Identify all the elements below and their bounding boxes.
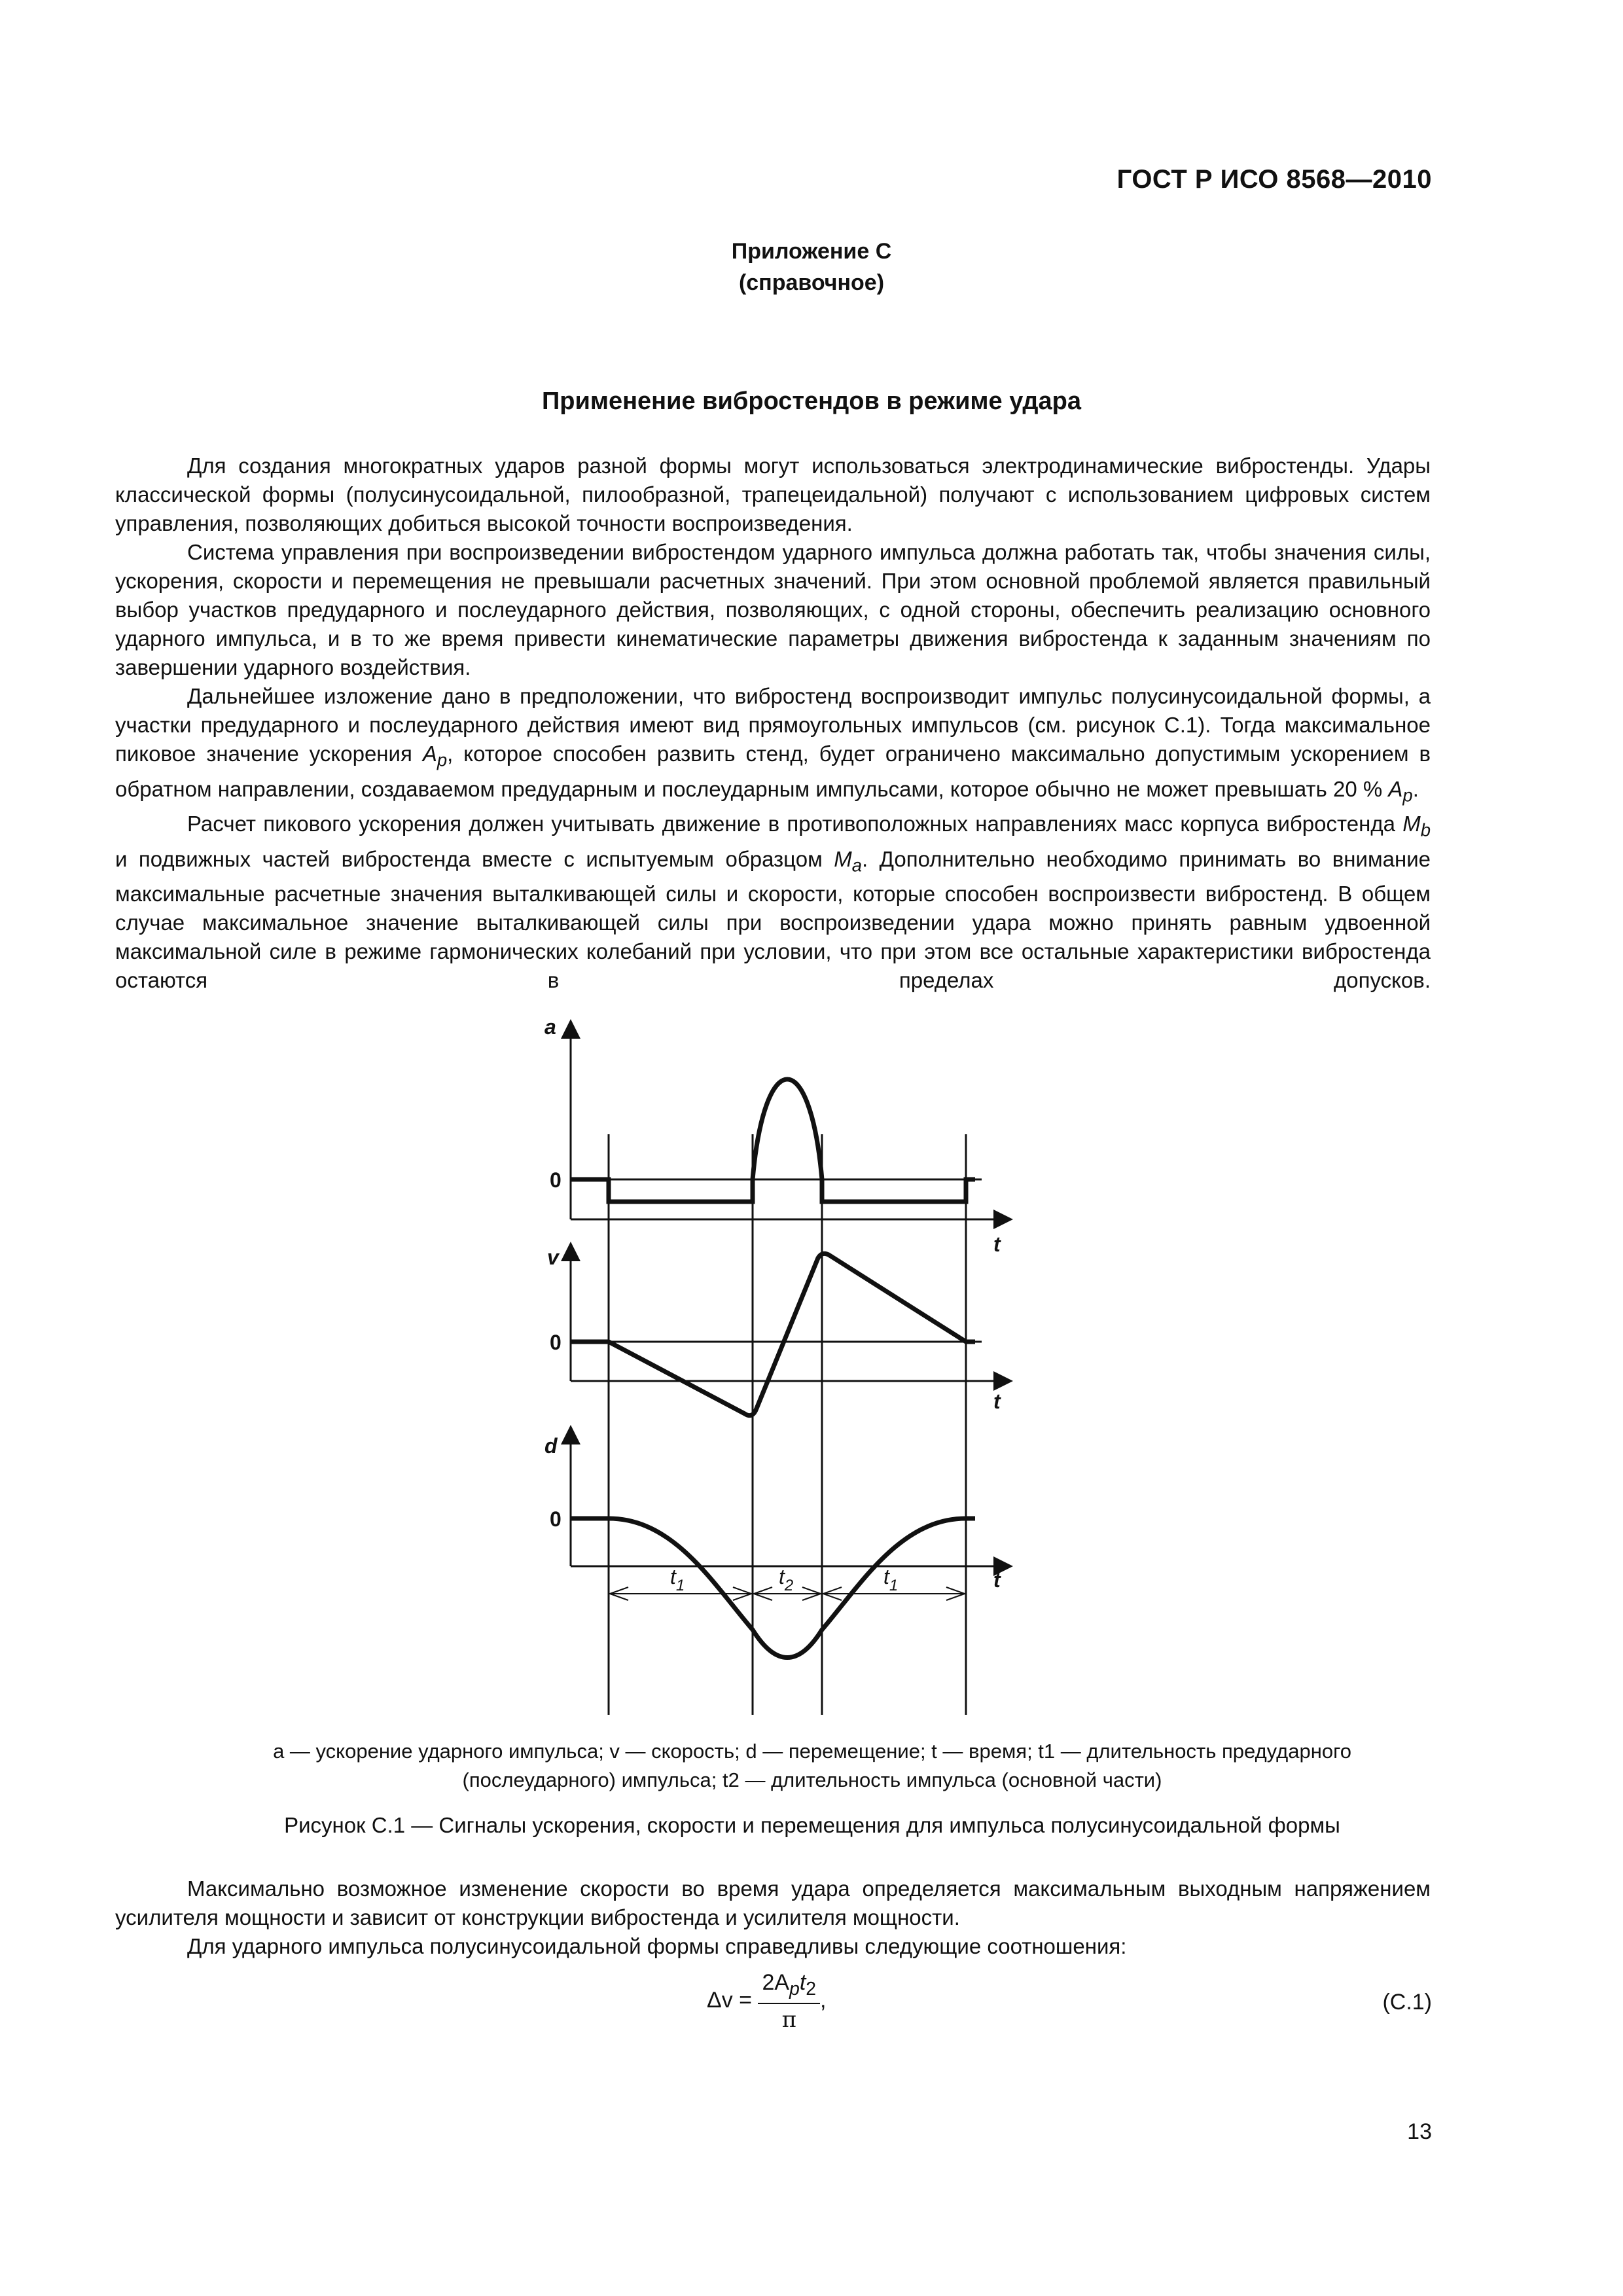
- dimension-arrow-t3-right: [946, 1587, 965, 1594]
- dimension-arrow-t2-right: [802, 1587, 821, 1594]
- page-number: 13: [1407, 2119, 1432, 2144]
- symbol-a: A: [422, 742, 437, 766]
- paragraph-1: Для создания многократных ударов разной формы могут использоваться электродинамические вибростенды. Удары классической формы (полусинусоидальной, пилообразной, трапецеидальной) получают с использованием цифровых систем управления, позволяющих добиться высокой точности воспроизведения.: [115, 454, 1431, 535]
- paragraph-3-part-a: Дальнейшее изложение дано в предположении, что вибростенд воспроизводит импульс полусинусоидальной формы, а участки предударного и послеударного действия имеют вид прямоугольных импульсов (см. рисунок С.1). Тогда максимальное пиковое значение ускорения: [115, 684, 1431, 766]
- t1-label-right: $t_1$: [883, 1565, 899, 1594]
- a-axis-label: a: [544, 1015, 556, 1039]
- paragraph-2: Система управления при воспроизведении вибростендом ударного импульса должна работать так, чтобы значения силы, ускорения, скорости и перемещения не превышали расчетных значений. При этом основной проблемой является правильный выбор участков предударного и послеударного действия, позволяющих, с одной стороны, обеспечить реализацию основного ударного импульса, и в то же время привести кинематические параметры движения вибростенда к заданным значениям по завершении ударного воздействия.: [115, 540, 1431, 679]
- displacement-curve: [571, 1518, 975, 1658]
- dimension-arrow-t2-left: [754, 1587, 772, 1594]
- dimension-arrow-t3-left: [823, 1587, 842, 1594]
- symbol-a-sub: p: [437, 749, 448, 770]
- standard-designation: ГОСТ Р ИСО 8568—2010: [1116, 165, 1432, 194]
- d-zero-label: 0: [550, 1507, 562, 1531]
- equation-fraction: [758, 1970, 820, 2033]
- a-zero-label: 0: [550, 1168, 562, 1192]
- paragraph-4-part-b: и подвижных частей вибростенда вместе с испытуемым образцом: [115, 846, 834, 871]
- legend-line-1: a — ускорение ударного импульса; v — скорость; d — перемещение; t — время; t1 — длительность предударного: [273, 1740, 1351, 1763]
- acceleration-post-impulse: [822, 1179, 975, 1202]
- figure-caption: Рисунок С.1 — Сигналы ускорения, скорости и перемещения для импульса полусинусоидальной формы: [284, 1813, 1340, 1837]
- symbol-a-2-sub: p: [1402, 785, 1413, 806]
- symbol-ma: M: [834, 846, 852, 871]
- t-axis-label-v: t: [993, 1390, 1001, 1413]
- dimension-arrow-t1-left: [610, 1587, 628, 1594]
- equation-lhs: Δv =: [707, 1987, 753, 2013]
- annex-type: (справочное): [738, 270, 885, 295]
- dimension-arrow-t1-right: [733, 1587, 751, 1594]
- equation-numerator: $2A_pt_2$: [758, 1970, 820, 2004]
- section-title: Применение вибростендов в режиме удара: [541, 387, 1082, 415]
- equation-c1: [707, 1970, 827, 2033]
- symbol-a-2: A: [1388, 776, 1403, 801]
- equation-denominator: π: [781, 2006, 796, 2033]
- paragraph-4-part-c: . Дополнительно необходимо принимать во внимание максимальные расчетные значения выталкивающей силы и скорости, которые способен воспроизвести вибростенд. В общем случае максимальное значение выталкивающей силы при воспроизведении удара можно принять равным удвоенной максимальной силе в режиме гармонических колебаний при условии, что при этом все остальные характеристики вибростенда остаются в пределах допусков.: [115, 846, 1431, 993]
- t-axis-label-a: t: [993, 1232, 1001, 1256]
- acceleration-curve: [571, 1179, 753, 1202]
- symbol-mb-sub: b: [1420, 819, 1431, 840]
- t-axis-label-d: t: [993, 1568, 1001, 1592]
- annex-title: Приложение С: [731, 239, 892, 264]
- paragraph-3-part-c: .: [1412, 776, 1419, 801]
- symbol-mb: M: [1402, 812, 1421, 836]
- paragraph-4-part-a: Расчет пикового ускорения должен учитывать движение в противоположных направлениях масс корпуса вибростенда: [187, 812, 1403, 836]
- paragraph-3: [115, 682, 1431, 810]
- d-axis-label: d: [544, 1434, 558, 1458]
- body-text: [115, 452, 1431, 995]
- figure-c1-diagram: [497, 1008, 1034, 1728]
- legend-line-2: (послеударного) импульса; t2 — длительность импульса (основной части): [462, 1768, 1162, 1791]
- t1-label-left: $t_1$: [670, 1565, 685, 1594]
- paragraph-4: [115, 810, 1431, 995]
- acceleration-half-sine: [753, 1079, 822, 1179]
- equation-trailing-comma: ,: [820, 1987, 827, 2013]
- equation-number: (С.1): [1382, 1990, 1432, 2015]
- paragraph-6: Для ударного импульса полусинусоидальной формы справедливы следующие соотношения:: [187, 1934, 1127, 1958]
- figure-legend: [115, 1737, 1509, 1795]
- v-zero-label: 0: [550, 1331, 562, 1354]
- body-text-continued: [115, 1874, 1431, 1961]
- symbol-ma-sub: a: [851, 855, 863, 876]
- velocity-curve: [571, 1253, 975, 1415]
- paragraph-5: Максимально возможное изменение скорости во время удара определяется максимальным выходным напряжением усилителя мощности и зависит от конструкции вибростенда и усилителя мощности.: [115, 1876, 1431, 1929]
- paragraph-3-part-b: , которое способен развить стенд, будет ограничено максимально допустимым ускорением в обратном направлении, создаваемом предударным и послеударным импульсами, которое обычно не может превышать 20 %: [115, 742, 1431, 801]
- t2-label: $t_2$: [779, 1565, 794, 1594]
- v-axis-label: v: [547, 1246, 559, 1269]
- annex-heading: [0, 236, 1623, 298]
